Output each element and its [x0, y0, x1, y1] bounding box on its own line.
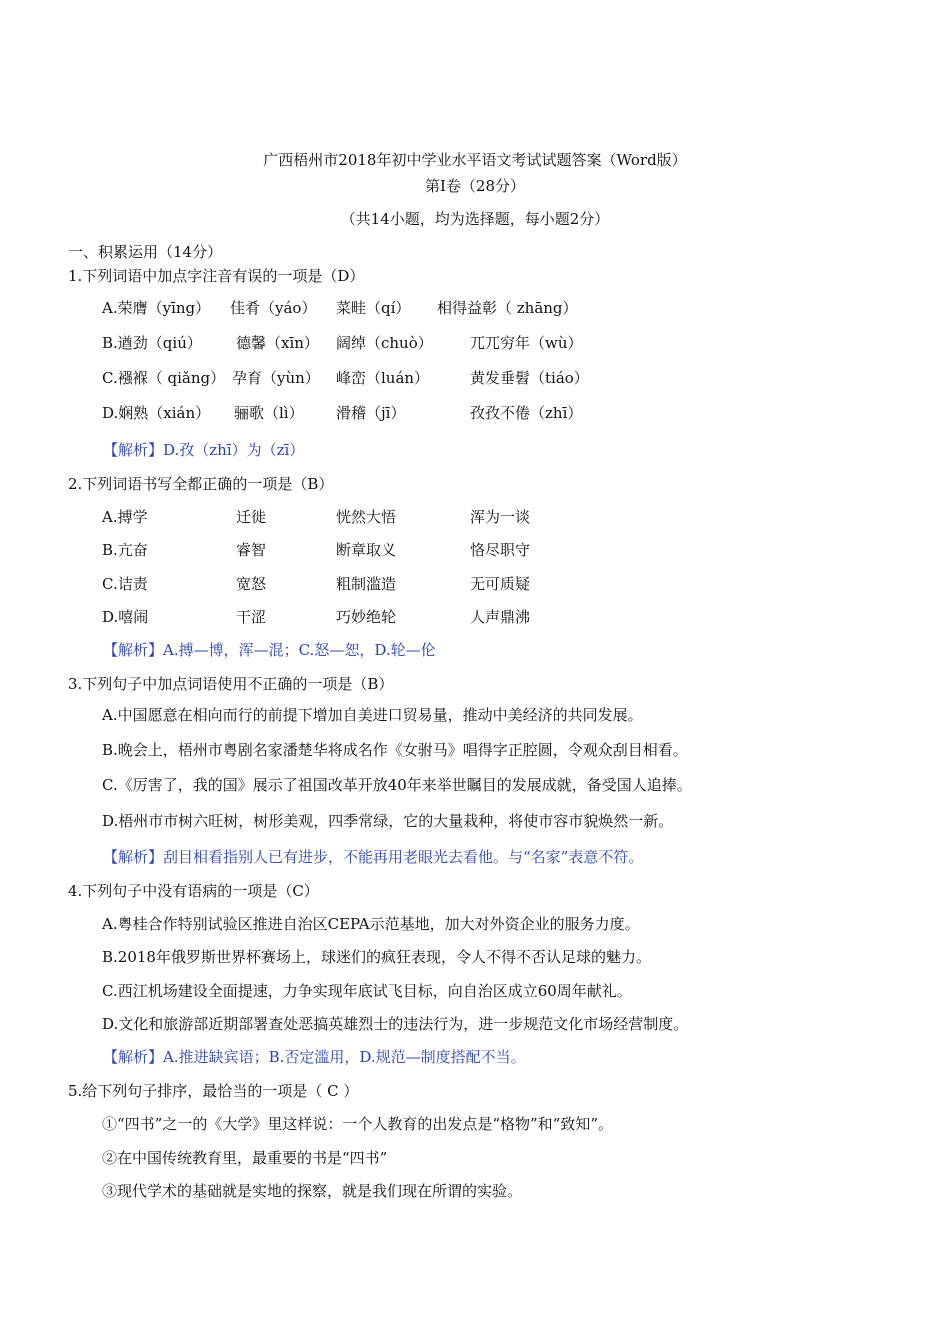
q4-option-a: A.粤桂合作特别试验区推进自治区CEPA示范基地，加大对外资企业的服务力度。: [102, 915, 640, 933]
q1-b-1: B.遒劲（qiú）: [102, 334, 202, 352]
q4-option-b: B.2018年俄罗斯世界杯赛场上，球迷们的疯狂表现，令人不得不否认足球的魅力。: [102, 948, 651, 966]
q4-option-c: C.西江机场建设全面提速，力争实现年底试飞目标，向自治区成立60周年献礼。: [102, 982, 632, 1000]
q1-b-3: 阔绰（chuò）: [336, 334, 433, 352]
q1-b-4: 兀兀穷年（wù）: [470, 334, 583, 352]
q3-option-a: A.中国愿意在相向而行的前提下增加自美进口贸易量，推动中美经济的共同发展。: [102, 706, 643, 724]
q1-a-1: A.荣膺（yīng）: [102, 299, 211, 317]
q1-b-2: 德馨（xīn）: [236, 334, 319, 352]
q1-d-1: D.娴熟（xián）: [102, 404, 211, 422]
q3-option-b: B.晚会上，梧州市粤剧名家潘楚华将成名作《女驸马》唱得字正腔圆，令观众刮目相看。: [102, 741, 688, 759]
q2-d-2: 干涩: [236, 608, 267, 626]
q2-a-2: 迁徙: [236, 508, 267, 526]
q3-stem: 3.下列句子中加点词语使用不正确的一项是（B）: [68, 675, 394, 693]
q1-a-4: 相得益彰（ zhāng）: [437, 299, 578, 317]
q1-c-3: 峰峦（luán）: [336, 369, 430, 387]
q2-b-4: 恪尽职守: [470, 541, 531, 559]
q2-c-4: 无可质疑: [470, 575, 531, 593]
analysis-text: A.搏—博，浑—混；C.怒—恕，D.轮—伦: [163, 641, 436, 659]
q2-c-2: 宽怒: [236, 575, 267, 593]
q1-a-3: 菜畦（qí）: [336, 299, 411, 317]
analysis-tag: 【解析】: [103, 848, 164, 866]
q1-d-2: 骊歌（lì）: [234, 404, 304, 422]
section-heading: 一、积累运用（14分）: [68, 243, 223, 261]
q2-stem: 2.下列词语书写全都正确的一项是（B）: [68, 475, 334, 493]
q1-d-3: 滑稽（jī）: [336, 404, 406, 422]
q1-c-4: 黄发垂髫（tiáo）: [470, 369, 589, 387]
q3-analysis: [103, 847, 643, 867]
q2-c-1: C.诘责: [102, 575, 148, 593]
q2-d-3: 巧妙绝轮: [336, 608, 397, 626]
q5-item-1: ①“四书”之一的《大学》里这样说：一个人教育的出发点是“格物”和“致知”。: [102, 1115, 614, 1133]
q2-b-1: B.亢奋: [102, 541, 148, 559]
q2-a-3: 恍然大悟: [336, 508, 397, 526]
q2-a-1: A.搏学: [102, 508, 148, 526]
q1-c-2: 孕育（yùn）: [232, 369, 320, 387]
analysis-text: 刮目相看指别人已有进步，不能再用老眼光去看他。与“名家”表意不符。: [163, 848, 644, 866]
q1-c-1: C.襁褓（ qiǎng）: [102, 369, 226, 387]
q2-b-3: 断章取义: [336, 541, 397, 559]
analysis-text: D.孜（zhī）为（zī）: [163, 441, 305, 459]
q1-a-2: 佳肴（yáo）: [230, 299, 317, 317]
q3-option-d: D.梧州市市树六旺树，树形美观，四季常绿，它的大量栽种，将使市容市貌焕然一新。: [102, 812, 674, 830]
q2-analysis: [103, 640, 436, 660]
q2-b-2: 睿智: [236, 541, 267, 559]
q1-analysis: [103, 440, 304, 460]
q2-d-1: D.嘻闹: [102, 608, 149, 626]
q1-d-4: 孜孜不倦（zhī）: [470, 404, 583, 422]
analysis-text: A.推进缺宾语；B.否定滥用，D.规范—制度搭配不当。: [163, 1048, 526, 1066]
q2-a-4: 浑为一谈: [470, 508, 531, 526]
q2-c-3: 粗制滥造: [336, 575, 397, 593]
volume-heading: 第Ⅰ卷（28分）: [424, 177, 525, 195]
analysis-tag: 【解析】: [103, 441, 164, 459]
q1-stem: 1.下列词语中加点字注音有误的一项是（D）: [68, 267, 365, 285]
document-title: 广西梧州市2018年初中学业水平语文考试试题答案（Word版）: [263, 151, 687, 169]
q5-item-3: ③现代学术的基础就是实地的探察，就是我们现在所谓的实验。: [102, 1182, 523, 1200]
q4-stem: 4.下列句子中没有语病的一项是（C）: [68, 882, 319, 900]
q5-item-2: ②在中国传统教育里，最重要的书是“四书”: [102, 1149, 388, 1167]
analysis-tag: 【解析】: [103, 641, 164, 659]
volume-note: （共14小题，均为选择题，每小题2分）: [340, 210, 610, 228]
q3-option-c: C.《厉害了，我的国》展示了祖国改革开放40年来举世瞩目的发展成就，备受国人追捧。: [102, 776, 692, 794]
q5-stem: 5.给下列句子排序，最恰当的一项是（ C ）: [68, 1082, 359, 1100]
q4-option-d: D.文化和旅游部近期部署查处恶搞英雄烈士的违法行为，进一步规范文化市场经营制度。: [102, 1015, 689, 1033]
analysis-tag: 【解析】: [103, 1048, 164, 1066]
q2-d-4: 人声鼎沸: [470, 608, 531, 626]
q4-analysis: [103, 1047, 526, 1067]
